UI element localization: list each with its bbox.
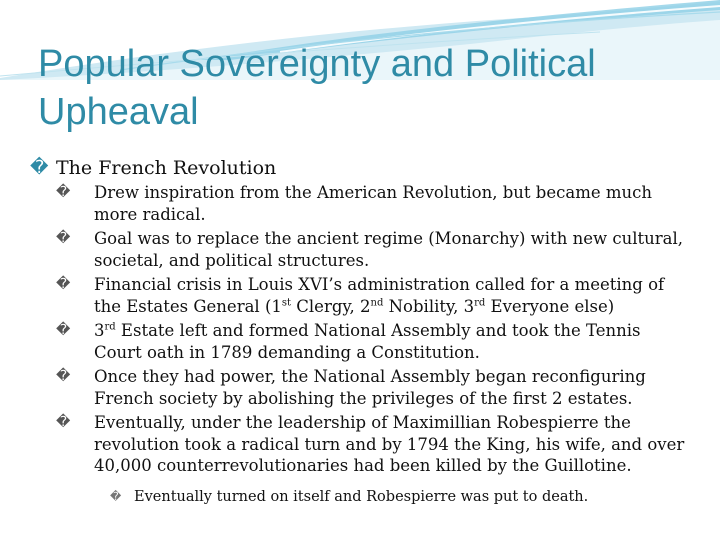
slide-title: Popular Sovereignty and Political Upheaval <box>38 43 596 133</box>
bullet-icon: � <box>56 368 71 384</box>
sub-list-item-text: Eventually turned on itself and Robespierre was put to death. <box>134 488 589 505</box>
list-item <box>56 182 690 225</box>
bullet-icon: � <box>56 276 71 292</box>
text-run: Nobility, 3 <box>383 296 475 316</box>
bullet-icon: � <box>56 322 71 338</box>
ordinal-suffix: nd <box>370 297 384 308</box>
list-item <box>56 320 690 363</box>
bullet-icon: � <box>56 414 71 430</box>
list-item-text <box>94 320 690 363</box>
bullet-icon: � <box>56 230 71 246</box>
list-item-text: Drew inspiration from the American Revolution, but became much more radical. <box>94 183 652 224</box>
text-run: Financial crisis in Louis XVI’s administration called for a meeting of the Estates General (1 <box>94 275 665 316</box>
list-item <box>56 412 690 477</box>
bullet-icon: � <box>30 157 49 178</box>
heading-bullet-item <box>30 156 690 180</box>
ordinal-suffix: rd <box>474 297 486 308</box>
text-run: 3 <box>94 321 105 340</box>
ordinal-suffix: rd <box>104 321 116 333</box>
text-run: Clergy, 2 <box>291 296 371 316</box>
list-item <box>56 228 690 271</box>
list-item-text: Goal was to replace the ancient regime (Monarchy) with new cultural, societal, and political structures. <box>94 229 683 270</box>
text-run: Everyone else) <box>485 296 615 316</box>
list-item <box>56 366 690 409</box>
list-item-text <box>94 274 690 317</box>
bullet-icon: � <box>110 489 122 503</box>
ordinal-suffix: st <box>281 297 292 308</box>
content-body <box>30 156 690 507</box>
bullet-list <box>30 182 690 507</box>
text-run: Estate left and formed National Assembly and took the Tennis Court oath in 1789 demanding a Constitution. <box>94 321 641 362</box>
list-item-text: Eventually, under the leadership of Maximillian Robespierre the revolution took a radical turn and by 1794 the King, his wife, and over 40,000 counterrevolutionaries had been killed by the Guillotine. <box>94 413 685 475</box>
list-item-text: Once they had power, the National Assembly began reconfiguring French society by abolishing the privileges of the first 2 estates. <box>94 367 646 408</box>
bullet-icon: � <box>56 184 71 200</box>
sub-list-item <box>110 487 690 507</box>
list-item <box>56 274 690 317</box>
section-heading: The French Revolution <box>56 157 277 179</box>
